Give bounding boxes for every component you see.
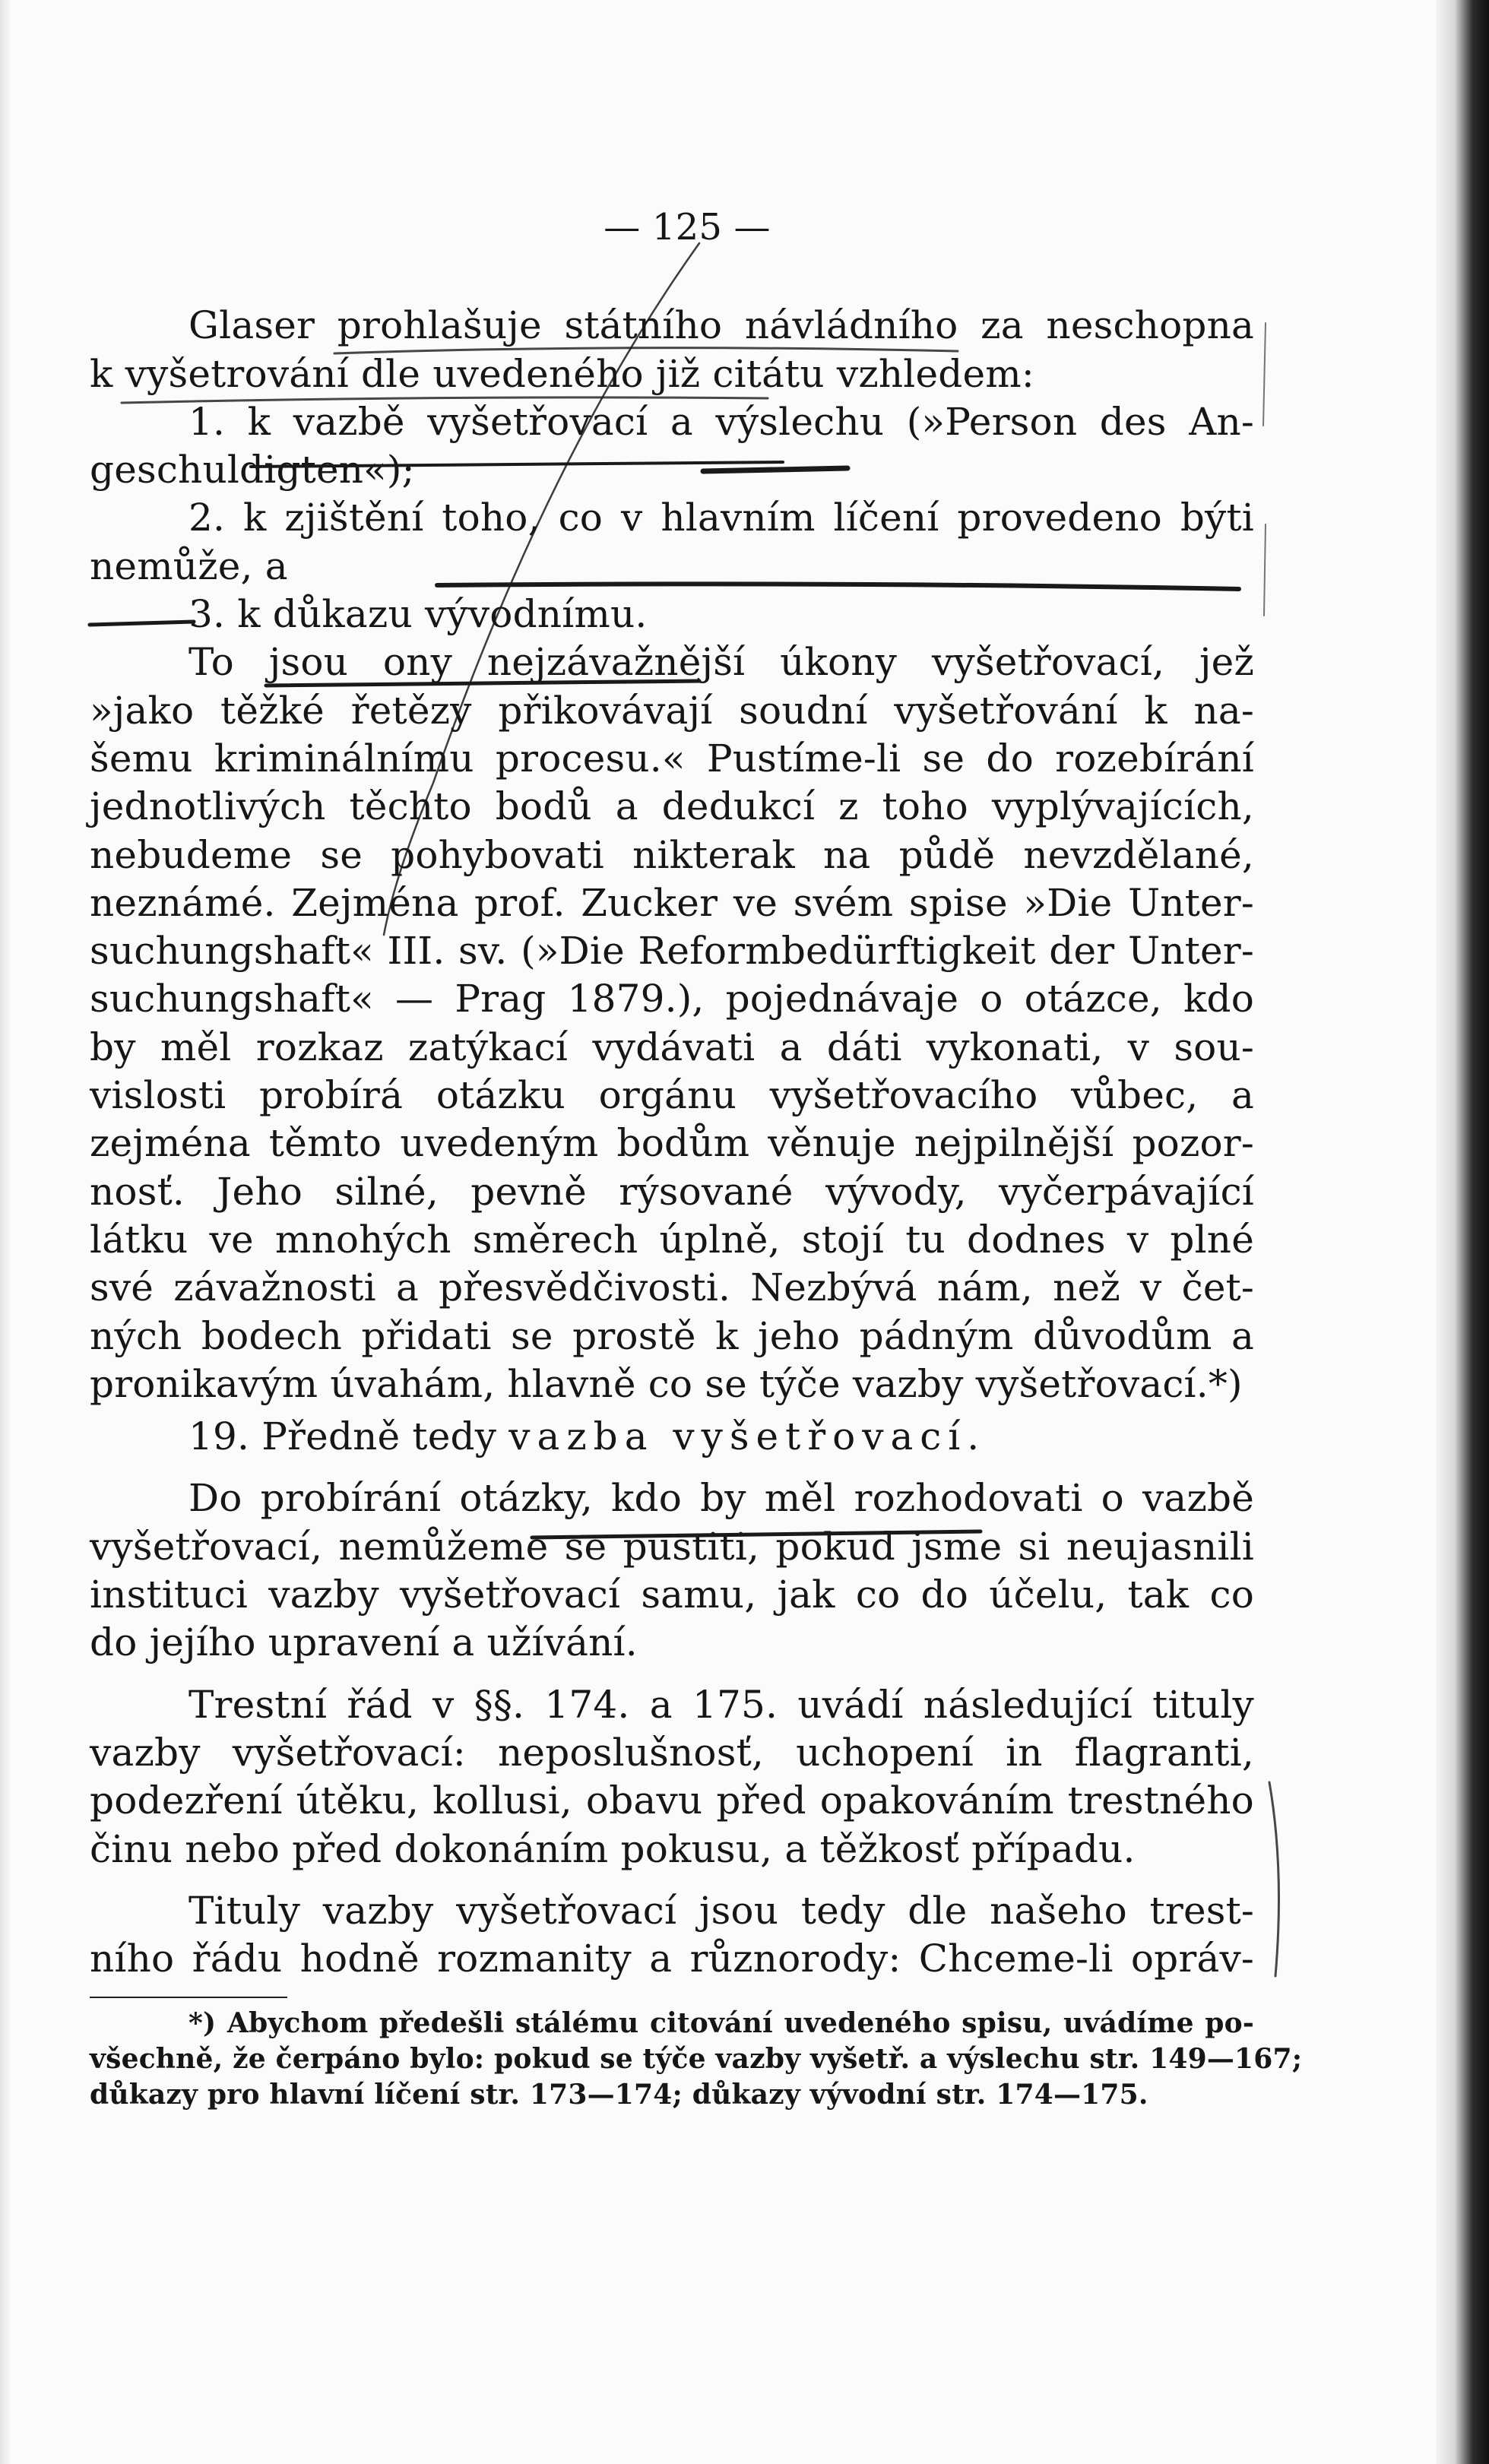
footnote (90, 2006, 1303, 2113)
text-line: pronikavým úvahám, hlavně co se týče vazby vyšetřovací.*) (90, 1361, 1243, 1406)
text-line: činu nebo před dokonáním pokusu, a těžkosť případu. (90, 1826, 1136, 1871)
text-line: vislosti probírá otázku orgánu vyšetřovacího vůbec, a (90, 1073, 1254, 1118)
text-line: zejména těmto uvedeným bodům věnuje nejpilnější pozor- (90, 1121, 1254, 1166)
text-line: neznámé. Zejména prof. Zucker ve svém spise »Die Unter- (90, 880, 1254, 925)
text-line: ných bodech přidati se prostě k jeho pádným důvodům a (90, 1313, 1254, 1358)
text-line: jednotlivých těchto bodů a dedukcí z toho vyplývajících, (90, 784, 1254, 829)
text-line: by měl rozkaz zatýkací vydávati a dáti vykonati, v sou- (90, 1025, 1254, 1069)
text-line: nosť. Jeho silné, pevně rýsované vývody, vyčerpávající (90, 1169, 1254, 1214)
page-right-edge (1436, 0, 1489, 2464)
body-paragraph (90, 638, 1254, 1408)
text-line: látku ve mnohých směrech úplně, stojí tu dodnes v plné (90, 1217, 1254, 1262)
section-heading-number: 19. Předně tedy (189, 1414, 497, 1459)
text-line: »jako těžké řetězy přikovávají soudní vyšetřování k na- (90, 688, 1254, 733)
section-heading-emphasis: vazba vyšetřovací. (508, 1414, 987, 1459)
body-paragraph (90, 1681, 1254, 1873)
document-page (90, 204, 1303, 2113)
footnote-line: *) Abychom předešli stálému citování uvedeného spisu, uvádíme po- (189, 2007, 1254, 2040)
text-line: podezření útěku, kollusi, obavu před opakováním trestného (90, 1778, 1254, 1823)
footnote-separator (90, 1997, 287, 1998)
text-line: nemůže, a (90, 543, 288, 588)
text-line: vyšetřovací, nemůžeme se pustiti, pokud jsme si neujasnili (90, 1524, 1254, 1569)
text-line: suchungshaft« — Prag 1879.), pojednávaje o otázce, kdo (90, 977, 1254, 1021)
text-line: k vyšetrování dle uvedeného již citátu vzhledem: (90, 351, 1034, 396)
body-paragraph (90, 1887, 1254, 1984)
text-line: instituci vazby vyšetřovací samu, jak co do účelu, tak co (90, 1572, 1254, 1617)
footnote-line: všechně, že čerpáno bylo: pokud se týče vazby vyšetř. a výslechu str. 149—167; (90, 2043, 1303, 2076)
intro-paragraph (90, 302, 1254, 398)
text-line: geschuldigten«); (90, 448, 415, 492)
list-item: 2. k zjištění toho, co v hlavním líčení provedeno býti (189, 496, 1254, 540)
page-number: — 125 — (604, 206, 771, 249)
body-paragraph (90, 1474, 1254, 1667)
footnote-line: důkazy pro hlavní líčení str. 173—174; důkazy vývodní str. 174—175. (90, 2079, 1148, 2111)
text-line: šemu kriminálnímu procesu.« Pustíme-li se do rozebírání (90, 736, 1254, 781)
page-left-edge (0, 0, 11, 2464)
text-line: své závažnosti a přesvědčivosti. Nezbývá nám, než v čet- (90, 1265, 1254, 1310)
text-line: suchungshaft« III. sv. (»Die Reformbedürftigkeit der Unter- (90, 929, 1254, 974)
text-line: Do probírání otázky, kdo by měl rozhodovati o vazbě (189, 1476, 1254, 1521)
list-item: 1. k vazbě vyšetřovací a výslechu (»Person des An- (189, 399, 1254, 444)
text-line: To jsou ony nejzávažnější úkony vyšetřovací, jež (189, 640, 1254, 685)
text-line: Trestní řád v §§. 174. a 175. uvádí následující tituly (189, 1682, 1254, 1727)
enumerated-list (90, 398, 1254, 638)
text-line: Glaser prohlašuje státního návládního za neschopna (189, 303, 1254, 348)
text-line: do jejího upravení a užívání. (90, 1620, 638, 1665)
text-line: vazby vyšetřovací: neposlušnosť, uchopení in flagranti, (90, 1730, 1254, 1775)
text-line: nebudeme se pohybovati nikterak na půdě nevzdělané, (90, 832, 1254, 877)
list-item: 3. k důkazu vývodnímu. (189, 592, 648, 637)
section-heading (90, 1413, 1254, 1461)
text-line: ního řádu hodně rozmanity a různorody: Chceme-li opráv- (90, 1937, 1254, 1981)
text-line: Tituly vazby vyšetřovací jsou tedy dle našeho trest- (189, 1888, 1254, 1933)
